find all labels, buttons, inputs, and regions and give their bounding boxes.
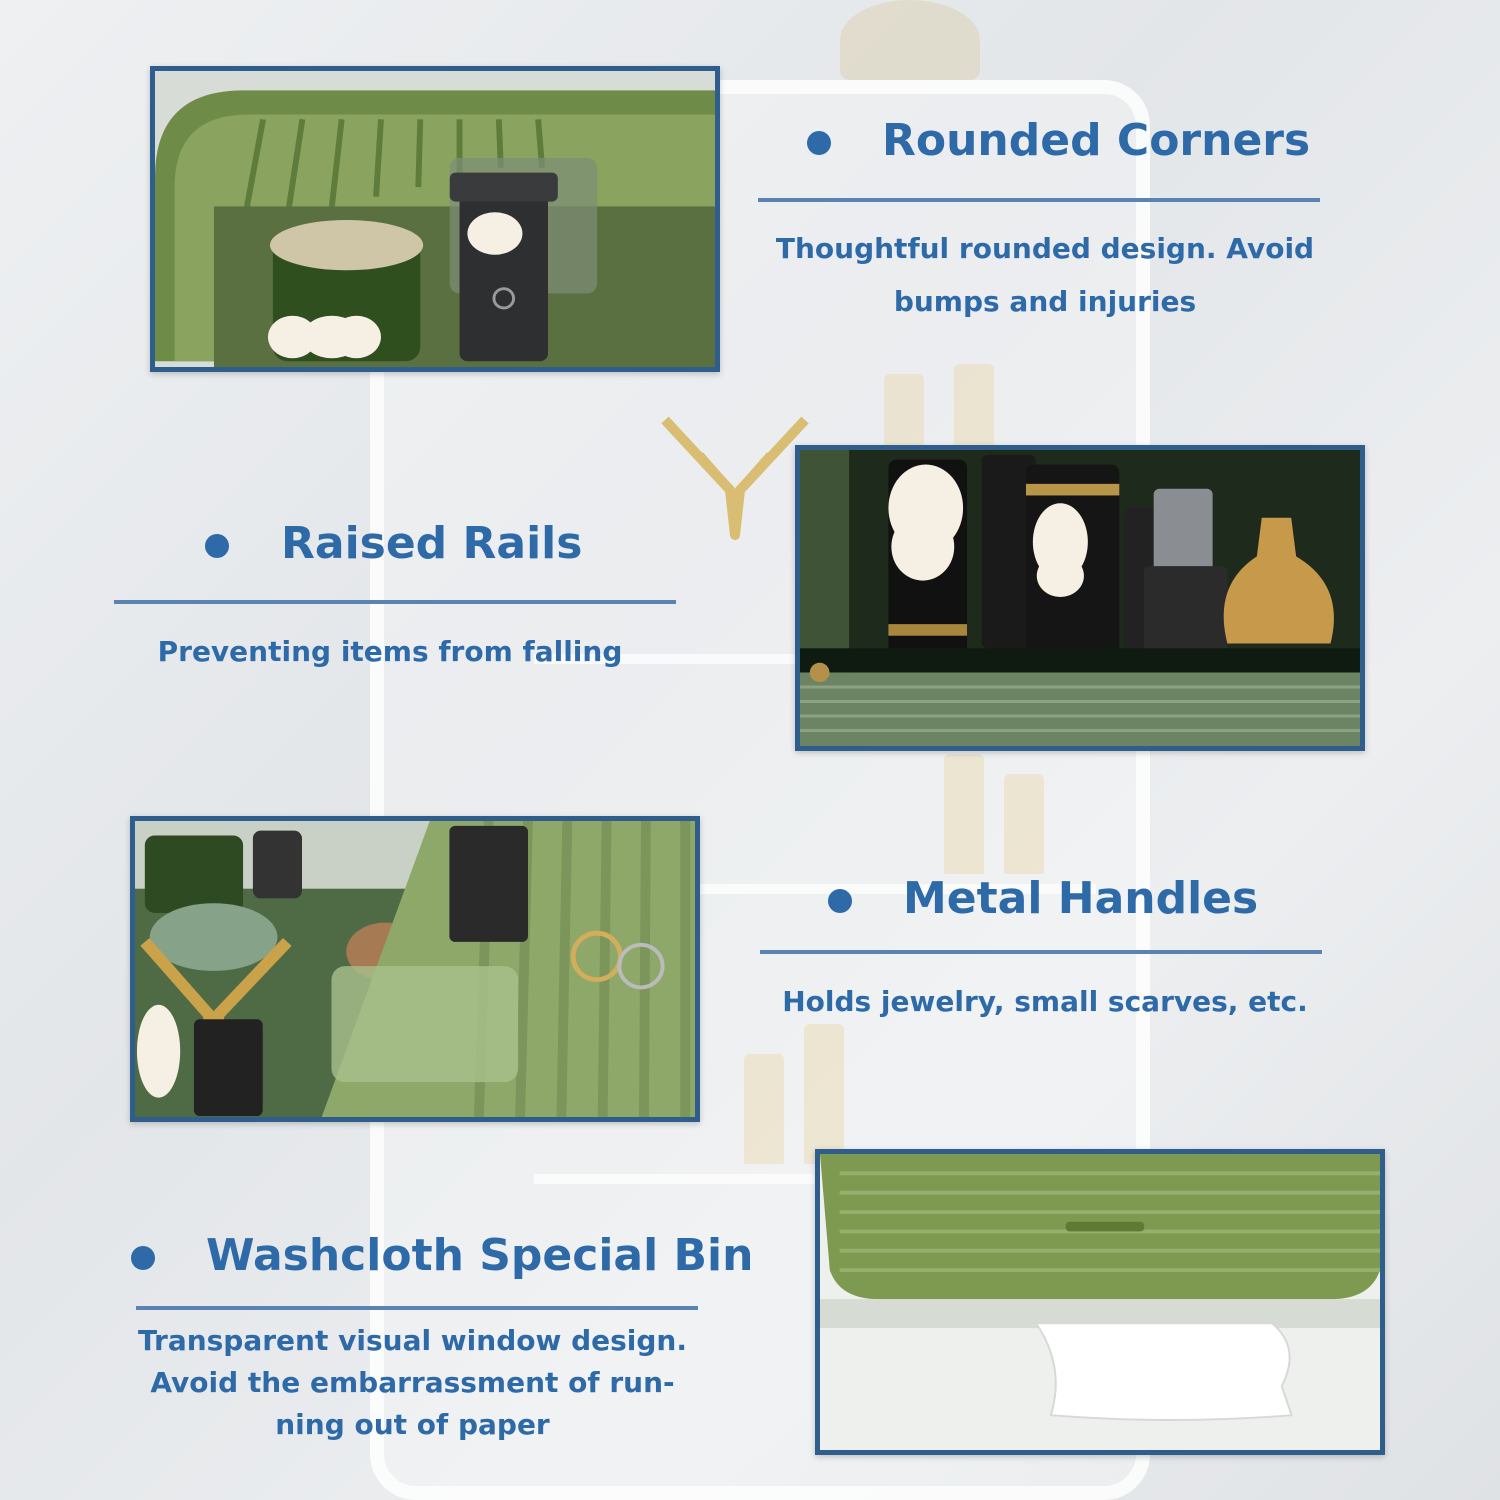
desc-line: Thoughtful rounded design. Avoid — [775, 232, 1315, 265]
desc-line: Preventing items from falling — [157, 635, 623, 668]
feature-title-rounded-corners: Rounded Corners — [882, 115, 1311, 166]
feature-desc-raised-rails — [110, 625, 670, 678]
feature-desc-metal-handles — [760, 975, 1330, 1028]
divider-line — [760, 950, 1322, 954]
desc-line: bumps and injuries — [893, 285, 1197, 319]
washcloth-bin-image — [820, 1154, 1380, 1450]
rounded-corners-photo — [150, 66, 720, 372]
divider-line — [136, 1306, 698, 1310]
feature-title-metal-handles: Metal Handles — [903, 873, 1259, 924]
washcloth-bin-photo — [815, 1149, 1385, 1455]
feature-title-raised-rails: Raised Rails — [281, 518, 583, 569]
feature-title-washcloth-bin: Washcloth Special Bin — [206, 1230, 754, 1281]
desc-line: Avoid the embarrassment of run- — [150, 1366, 675, 1399]
desc-line: ning out of paper — [275, 1408, 550, 1441]
divider-line — [758, 198, 1320, 202]
divider-line — [114, 600, 676, 604]
gold-handle-icon — [660, 410, 810, 540]
bottle-shape — [1004, 774, 1044, 874]
raised-rails-image — [800, 450, 1360, 746]
feature-desc-washcloth-bin — [135, 1320, 690, 1446]
desc-line: Transparent visual window design. — [137, 1324, 688, 1357]
metal-handles-photo — [130, 816, 700, 1122]
raised-rails-photo — [795, 445, 1365, 751]
feature-desc-rounded-corners — [760, 222, 1330, 328]
bottle-shape — [744, 1054, 784, 1164]
bottle-shape — [804, 1024, 844, 1164]
bottle-shape — [944, 754, 984, 874]
desc-line: Holds jewelry, small scarves, etc. — [782, 985, 1308, 1018]
rounded-corner-image — [155, 71, 715, 367]
bullet-icon — [131, 1246, 155, 1270]
bullet-icon — [205, 534, 229, 558]
metal-handles-image — [135, 821, 695, 1117]
deer-ornament — [840, 0, 980, 80]
bullet-icon — [807, 131, 831, 155]
bullet-icon — [828, 889, 852, 913]
